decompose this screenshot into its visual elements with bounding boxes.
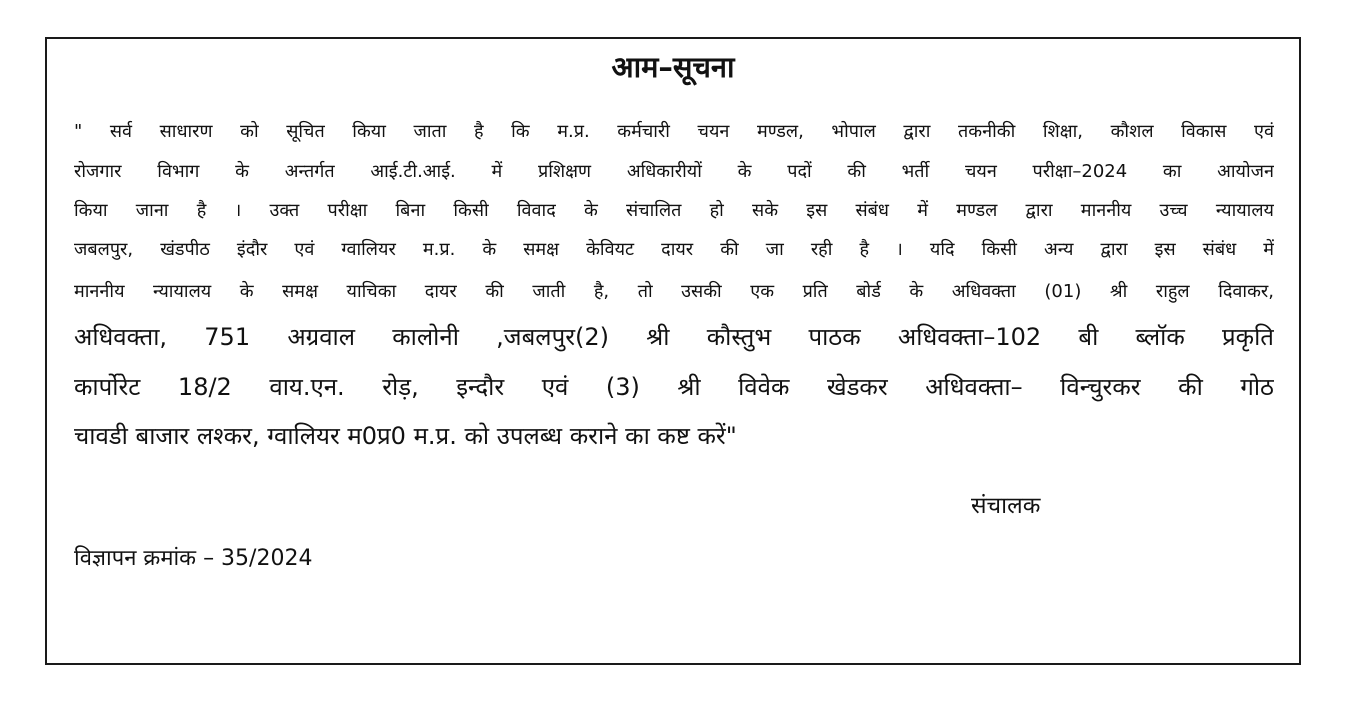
notice-body-line-1: " सर्व साधारण को सूचित किया जाता है कि म.प्र. कर्मचारी चयन मण्डल, भोपाल द्वारा तकनीकी शिक्षा, कौशल विकास एवं [74, 121, 1274, 142]
notice-title: आम–सूचना [611, 50, 735, 84]
notice-body-line-7: कार्पोरेट 18/2 वाय.एन. रोड़, इन्दौर एवं (3) श्री विवेक खेडकर अधिवक्ता– विन्चुरकर की गोठ [74, 373, 1274, 401]
notice-body-line-6: अधिवक्ता, 751 अग्रवाल कालोनी ,जबलपुर(2) श्री कौस्तुभ पाठक अधिवक्ता–102 बी ब्लॉक प्रकृति [74, 323, 1274, 351]
signatory-title: संचालक [971, 493, 1041, 519]
notice-body-line-4: जबलपुर, खंडपीठ इंदौर एवं ग्वालियर म.प्र. के समक्ष केवियट दायर की जा रही है । यदि किसी अन्य द्वारा इस संबंध में [74, 239, 1274, 260]
notice-body-line-5: माननीय न्यायालय के समक्ष याचिका दायर की जाती है, तो उसकी एक प्रति बोर्ड के अधिवक्ता (01) श्री राहुल दिवाकर, [74, 281, 1274, 302]
advertisement-number: विज्ञापन क्रमांक – 35/2024 [74, 546, 313, 571]
notice-body-line-8: चावडी बाजार लश्कर, ग्वालियर म0प्र0 म.प्र. को उपलब्ध कराने का कष्ट करें" [74, 422, 737, 450]
notice-body-line-3: किया जाना है । उक्त परीक्षा बिना किसी विवाद के संचालित हो सके इस संबंध में मण्डल द्वारा माननीय उच्च न्यायालय [74, 200, 1274, 221]
public-notice-box [45, 37, 1301, 665]
notice-body-line-2: रोजगार विभाग के अन्तर्गत आई.टी.आई. में प्रशिक्षण अधिकारीयों के पदों की भर्ती चयन परीक्षा–2024 का आयोजन [74, 161, 1274, 182]
